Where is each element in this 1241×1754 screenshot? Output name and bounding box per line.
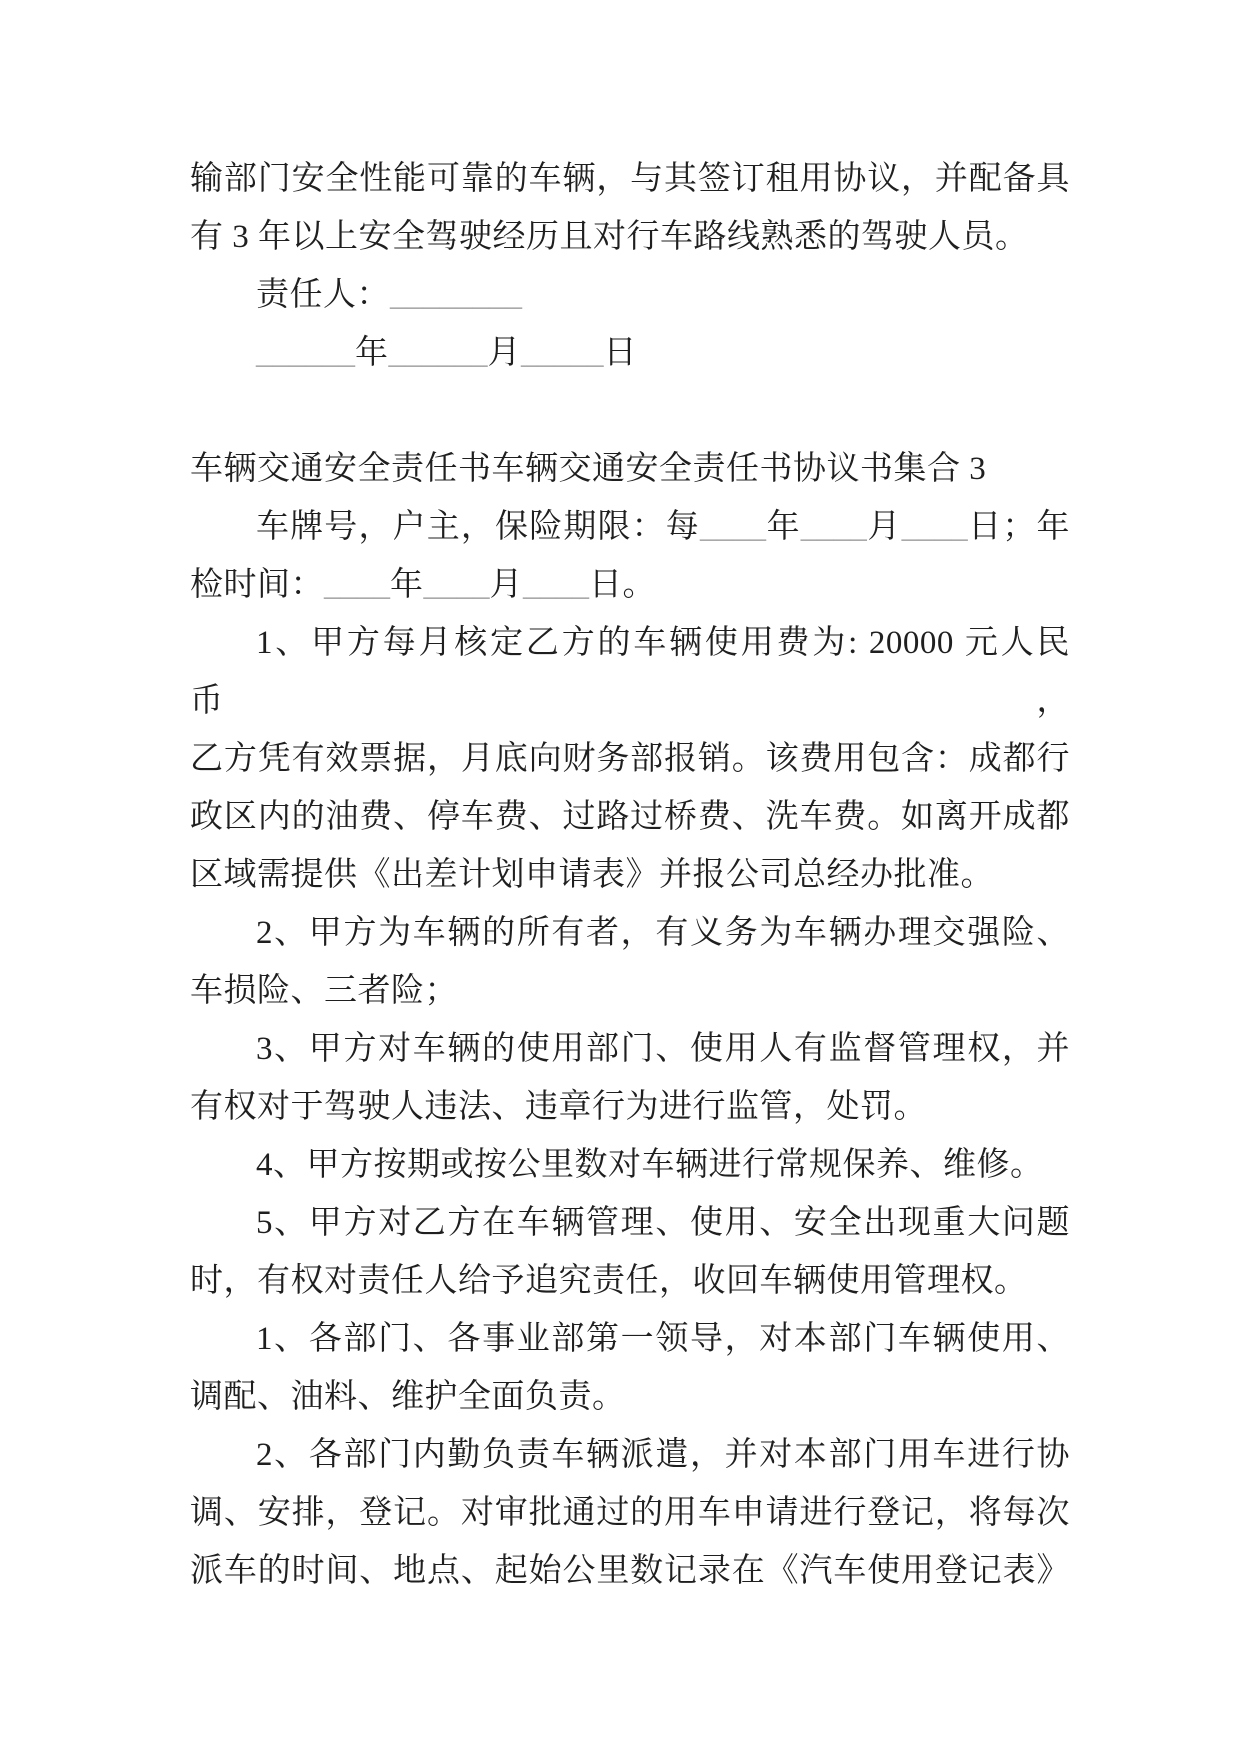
document-line (190, 1310, 1070, 1368)
document-line (190, 846, 1070, 904)
document-line (190, 440, 1070, 498)
document-line (190, 556, 1070, 614)
text-run: 月 (487, 335, 521, 371)
document-line (190, 208, 1070, 266)
text-run: 日；年 (967, 509, 1071, 545)
fill-in-blank: ____ (800, 509, 867, 545)
text-run: 有权对于驾驶人违法、违章行为进行监管，处罚。 (190, 1089, 927, 1125)
fill-in-blank: ____ (523, 567, 589, 603)
document-line (190, 324, 1070, 382)
text-run: 2、甲方为车辆的所有者，有义务为车辆办理交强险、 (256, 915, 1070, 951)
text-run: 4、甲方按期或按公里数对车辆进行常规保养、维修。 (256, 1147, 1044, 1183)
document-line (190, 1078, 1070, 1136)
document-line (190, 266, 1070, 324)
text-run: 调配、油料、维护全面负责。 (190, 1379, 626, 1415)
text-run: 政区内的油费、停车费、过路过桥费、洗车费。如离开成都 (190, 799, 1070, 835)
text-run: 车损险、三者险； (190, 973, 458, 1009)
text-run: 车辆交通安全责任书车辆交通安全责任书协议书集合 3 (190, 451, 987, 487)
fill-in-blank: _____ (521, 335, 604, 371)
text-run: 车牌号，户主，保险期限：每 (256, 509, 700, 545)
text-run: 检时间： (190, 567, 324, 603)
text-run: 日 (603, 335, 637, 371)
document-line (190, 498, 1070, 556)
document-line (190, 904, 1070, 962)
fill-in-blank: ____ (423, 567, 490, 603)
text-run: 日。 (589, 567, 656, 603)
fill-in-blank: ______ (256, 335, 355, 371)
document-line (190, 1136, 1070, 1194)
text-run: 1、各部门、各事业部第一领导，对本部门车辆使用、 (256, 1321, 1070, 1357)
document-line (190, 1252, 1070, 1310)
document-line (190, 1368, 1070, 1426)
document-line (190, 1020, 1070, 1078)
text-run: 调、安排，登记。对审批通过的用车申请进行登记，将每次 (190, 1495, 1070, 1531)
text-run: 时，有权对责任人给予追究责任，收回车辆使用管理权。 (190, 1263, 1028, 1299)
text-run: 年 (390, 567, 424, 603)
fill-in-blank: ____ (324, 567, 390, 603)
text-run: 有 3 年以上安全驾驶经历且对行车路线熟悉的驾驶人员。 (190, 219, 1029, 255)
document-line (190, 1542, 1070, 1600)
fill-in-blank: ____ (699, 509, 766, 545)
fill-in-blank: ______ (388, 335, 488, 371)
document-line (190, 788, 1070, 846)
text-run: 月 (866, 509, 902, 545)
document-line (190, 1194, 1070, 1252)
document-line (190, 1426, 1070, 1484)
text-run: 5、甲方对乙方在车辆管理、使用、安全出现重大问题 (256, 1205, 1070, 1241)
document-line (190, 962, 1070, 1020)
text-run: 1、甲方每月核定乙方的车辆使用费为: 20000 元人民币， (190, 625, 1070, 719)
text-run: 责任人： (256, 277, 390, 313)
document-line (190, 1484, 1070, 1542)
text-run: 输部门安全性能可靠的车辆，与其签订租用协议，并配备具 (190, 161, 1070, 197)
text-run: 乙方凭有效票据，月底向财务部报销。该费用包含：成都行 (190, 741, 1070, 777)
fill-in-blank: ____ (901, 509, 968, 545)
text-run: 月 (489, 567, 523, 603)
text-run: 区域需提供《出差计划申请表》并报公司总经办批准。 (190, 857, 994, 893)
text-run: 年 (765, 509, 801, 545)
document-line (190, 614, 1070, 730)
document-line (190, 730, 1070, 788)
text-run: 年 (355, 335, 389, 371)
blank-line (190, 382, 1070, 440)
text-run: 2、各部门内勤负责车辆派遣，并对本部门用车进行协 (256, 1437, 1070, 1473)
text-run: 3、甲方对车辆的使用部门、使用人有监督管理权，并 (256, 1031, 1070, 1067)
text-run: 派车的时间、地点、起始公里数记录在《汽车使用登记表》 (190, 1553, 1070, 1589)
document-line (190, 150, 1070, 208)
fill-in-blank: ________ (390, 277, 522, 313)
